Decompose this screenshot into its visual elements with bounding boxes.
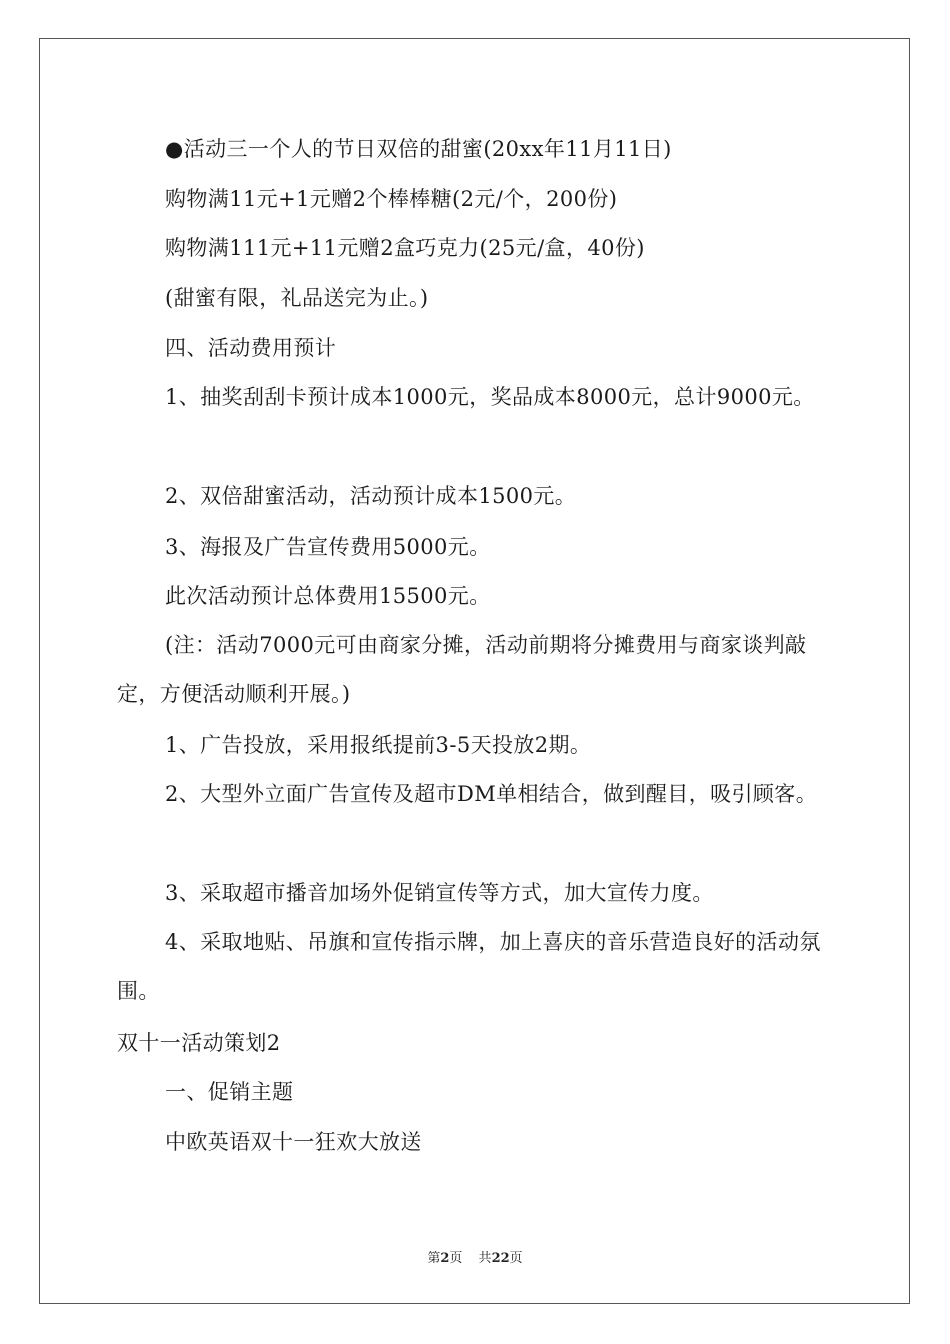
section-heading: 一、促销主题 [165,1080,294,1104]
text-line: 购物满11元+1元赠2个棒棒糖(2元/个，200份) [165,187,618,211]
text-line: 3、采取超市播音加场外促销宣传等方式，加大宣传力度。 [165,881,714,905]
paragraph: 1、抽奖刮刮卡预计成本1000元，奖品成本8000元，总计9000元。 [165,385,815,409]
text-line: 1、广告投放，采用报纸提前3-5天投放2期。 [165,733,592,757]
text-line: 2、双倍甜蜜活动，活动预计成本1500元。 [165,484,577,508]
document-title: 双十一活动策划2 [117,1031,281,1055]
paragraph: 4、采取地贴、吊旗和宣传指示牌，加上喜庆的音乐营造良好的活动氛围。 [117,930,821,1003]
text-line: 3、海报及广告宣传费用5000元。 [165,535,491,559]
paragraph: (注：活动7000元可由商家分摊，活动前期将分摊费用与商家谈判敲定，方便活动顺利开展。) [117,633,807,706]
text-line: 购物满111元+11元赠2盒巧克力(25元/盒，40份) [165,236,645,260]
text-line: ●活动三一个人的节日双倍的甜蜜(20xx年11月11日) [165,137,672,161]
page-footer [0,1247,950,1266]
section-heading: 四、活动费用预计 [165,336,337,360]
text-line: (甜蜜有限，礼品送完为止。) [165,286,429,310]
text-line: 此次活动预计总体费用15500元。 [165,584,491,608]
paragraph: 2、大型外立面广告宣传及超市DM单相结合，做到醒目，吸引顾客。 [165,782,818,806]
page-number: 第2页 [427,1251,463,1266]
total-pages: 共22页 [478,1251,523,1266]
text-line: 中欧英语双十一狂欢大放送 [165,1130,422,1154]
